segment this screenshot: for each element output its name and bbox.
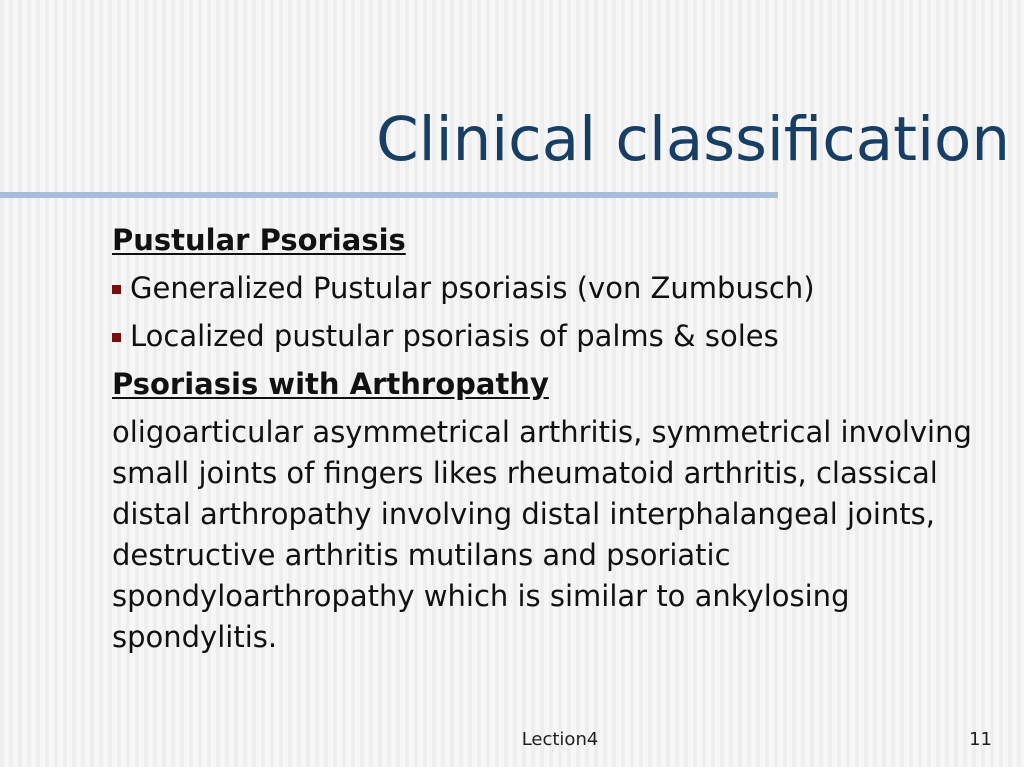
bullet-text-generalized: Generalized Pustular psoriasis (von Zumbusch) [130,271,815,305]
section-heading-arthropathy: Psoriasis with Arthropathy [112,367,549,401]
section-heading-pustular: Pustular Psoriasis [112,223,406,257]
bullet-item-generalized [112,268,992,308]
arthropathy-description: oligoarticular asymmetrical arthritis, symmetrical involving small joints of fingers likes rheumatoid arthritis, classical distal arthropathy involving distal interphalangeal joints, destructive arthritis mutilans and psoriatic spondyloarthropathy which is similar to ankylosing spondylitis. [112,415,972,654]
square-bullet-icon [112,333,121,342]
bullet-text-localized: Localized pustular psoriasis of palms & soles [130,319,779,353]
slide-title: Clinical classification [376,104,1010,175]
title-underline-rule [0,192,778,198]
slide-page-number: 11 [969,729,992,750]
bullet-item-localized [112,316,992,356]
square-bullet-icon [112,285,121,294]
slide-content [112,220,992,658]
footer-label: Lection4 [521,729,599,750]
